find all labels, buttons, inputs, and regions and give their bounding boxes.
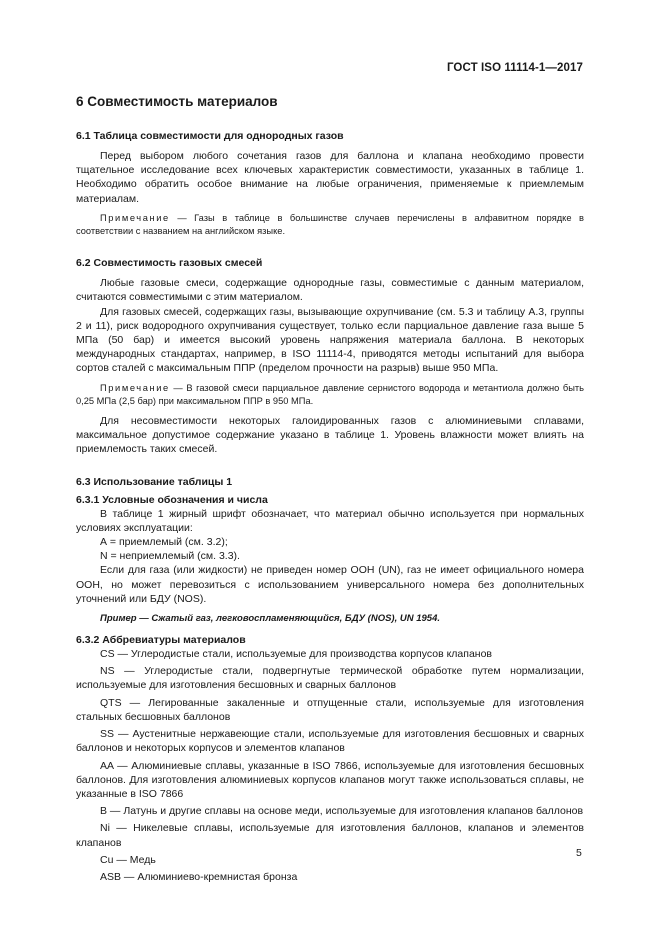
abbreviation-item: Ni — Никелевые сплавы, используемые для изготовления баллонов, клапанов и элементов клапанов [76,822,584,849]
section-6-3-1-title: 6.3.1 Условные обозначения и числа [76,493,268,506]
section-6-1-paragraph: Перед выбором любого сочетания газов для баллона и клапана необходимо провести тщательное исследование всех ключевых характеристик совместимости, указанных в таблице 1. Необходимо обратить особое внимание на любые ограничения, применяемые к приемлемым материалам. [76,150,584,205]
example-line: Пример — Сжатый газ, легковоспламеняющийся, БДУ (NOS), UN 1954. [100,613,441,625]
abbreviation-item: ASB — Алюминиево-кремнистая бронза [100,870,298,883]
section-6-3-title: 6.3 Использование таблицы 1 [76,475,233,488]
page-number: 5 [576,847,582,859]
section-6-2-paragraph-1: Любые газовые смеси, содержащие однородные газы, совместимые с данным материалом, считаются совместимыми с этим материалом. [76,277,584,304]
abbreviation-item: AA — Алюминиевые сплавы, указанные в ISO 7866, используемые для изготовления бесшовных баллонов. Для изготовления алюминиевых корпусов клапанов могут также использоваться сплавы, не указанные в ISO 7866 [76,759,584,800]
legend-not-acceptable: N = неприемлемый (см. 3.3). [100,550,240,563]
note-text: — Газы в таблице в большинстве случаев перечислены в алфавитном порядке в соответствии с названием на английском языке. [76,212,584,237]
section-6-title: 6 Совместимость материалов [76,94,278,109]
section-6-3-2-title: 6.3.2 Аббревиатуры материалов [76,634,246,647]
legend-acceptable: А = приемлемый (см. 3.2); [100,536,228,549]
section-6-2-note [76,382,584,408]
abbreviation-item: CS — Углеродистые стали, используемые для производства корпусов клапанов [100,648,492,661]
note-label: Примечание [100,382,170,393]
section-6-3-1-paragraph-1: В таблице 1 жирный шрифт обозначает, что материал обычно используется при нормальных условиях эксплуатации: [76,507,584,534]
section-6-3-1-paragraph-2: Если для газа (или жидкости) не приведен номер ООН (UN), газ не имеет официального номера ООН, но может перевозиться с использованием универсального номера без дополнительных уточнений или БДУ (NOS). [76,564,584,605]
section-6-2-title: 6.2 Совместимость газовых смесей [76,257,263,270]
abbreviation-item: Cu — Медь [100,853,156,866]
abbreviation-item: B — Латунь и другие сплавы на основе меди, используемые для изготовления клапанов баллонов [100,805,584,818]
page-content [76,93,584,884]
section-6-1-note [76,212,584,238]
document-code-header: ГОСТ ISO 11114-1—2017 [446,62,583,74]
abbreviation-item: QTS — Легированные закаленные и отпущенные стали, используемые для изготовления стальных бесшовных баллонов [76,696,584,723]
abbreviation-list [76,647,584,884]
abbreviation-item: SS — Аустенитные нержавеющие стали, используемые для изготовления бесшовных и сварных баллонов и некоторых корпусов и элементов клапанов [76,728,584,755]
section-6-1-title: 6.1 Таблица совместимости для однородных газов [76,130,344,142]
section-6-2-paragraph-2: Для газовых смесей, содержащих газы, вызывающие охрупчивание (см. 5.3 и таблицу А.3, группы 2 и 11), риск водородного охрупчивания существует, только если парциальное давление газа выше 5 МПа (50 бар) и имеется высокий уровень напряжения материала баллона. В некоторых международных стандартах, например, в ISO 11114-4, приводятся методы испытаний для выбора сортов сталей с максимальным ППР (пределом прочности на разрыв) выше 950 МПа. [76,305,584,375]
note-text: — В газовой смеси парциальное давление сернистого водорода и метантиола должно быть 0,25 МПа (2,5 бар) при максимальном ППР в 950 МПа. [76,382,584,406]
note-label: Примечание [100,212,170,223]
abbreviation-item: NS — Углеродистые стали, подвергнутые термической обработке путем нормализации, используемые для изготовления бесшовных и сварных баллонов [76,665,584,692]
section-6-2-paragraph-3: Для несовместимости некоторых галоидированных газов с алюминиевыми сплавами, максимальное допустимое содержание указано в таблице 1. Уровень влажности может влиять на приемлемость таких смесей. [76,415,584,456]
